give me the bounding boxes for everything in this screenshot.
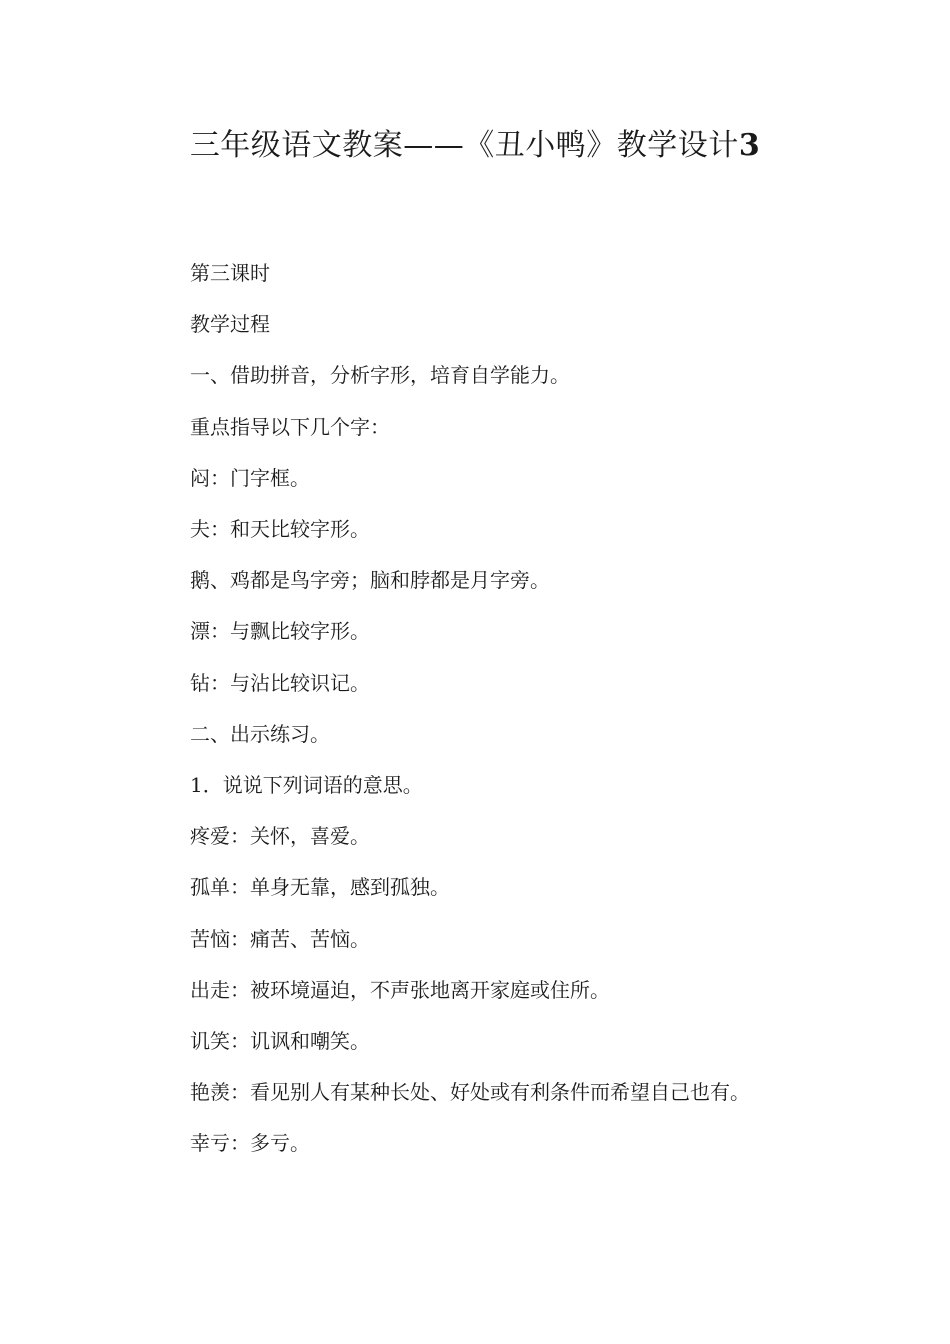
paragraph-char-fu: 夫：和天比较字形。 bbox=[190, 517, 370, 542]
paragraph-word-gudan: 孤单：单身无靠，感到孤独。 bbox=[190, 875, 450, 900]
paragraph-word-chuzou: 出走：被环境逼迫，不声张地离开家庭或住所。 bbox=[190, 977, 610, 1002]
paragraph-char-men: 闷：门字框。 bbox=[190, 465, 310, 490]
paragraph-word-yanxian: 艳羡：看见别人有某种长处、好处或有利条件而希望自己也有。 bbox=[190, 1080, 750, 1105]
paragraph-lesson: 第三课时 bbox=[190, 261, 270, 285]
paragraph-section-two: 二、出示练习。 bbox=[190, 721, 330, 746]
paragraph-exercise-one: 1．说说下列词语的意思。 bbox=[190, 773, 423, 798]
document-title-main: 三年级语文教案——《丑小鸭》教学设计 bbox=[189, 128, 739, 163]
document-body bbox=[144, 248, 784, 1170]
paragraph-word-jixiao: 讥笑：讥讽和嘲笑。 bbox=[190, 1029, 370, 1054]
paragraph-process: 教学过程 bbox=[190, 312, 270, 337]
paragraph-char-piao: 漂：与飘比较字形。 bbox=[190, 619, 370, 644]
document-title bbox=[0, 124, 950, 168]
paragraph-word-kunao: 苦恼：痛苦、苦恼。 bbox=[190, 926, 370, 951]
paragraph-char-radicals: 鹅、鸡都是鸟字旁；脑和脖都是月字旁。 bbox=[190, 568, 550, 593]
paragraph-word-tengai: 疼爱：关怀，喜爱。 bbox=[190, 824, 370, 849]
paragraph-char-zuan: 钻：与沾比较识记。 bbox=[190, 670, 370, 695]
paragraph-word-xingkui: 幸亏：多亏。 bbox=[190, 1131, 310, 1156]
document-title-number: 3 bbox=[738, 128, 761, 163]
paragraph-key-chars: 重点指导以下几个字： bbox=[190, 414, 390, 439]
paragraph-section-one: 一、借助拼音，分析字形，培育自学能力。 bbox=[190, 363, 570, 388]
